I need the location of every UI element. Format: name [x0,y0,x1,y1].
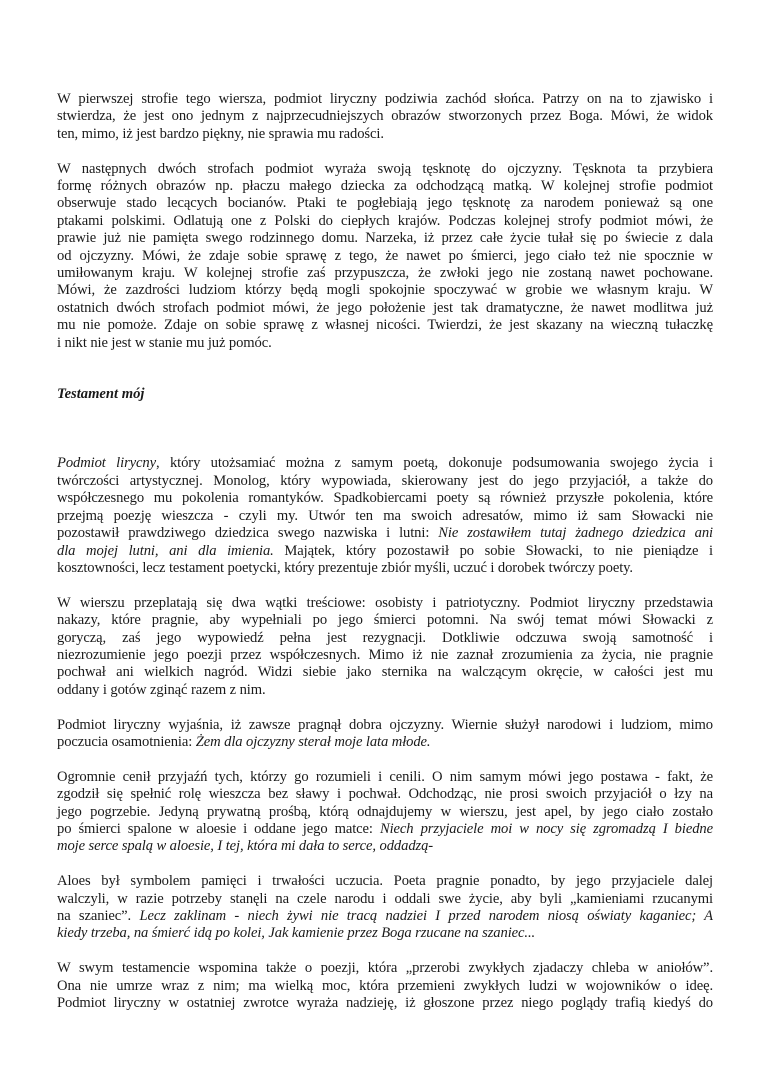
body-text: Aloes był symbolem pamięci i trwałości uczucia. Poeta pragnie ponadto, by jego przyjaciele dalej [57,873,713,890]
text-line [57,873,713,890]
body-text: Podmiot liryczny w ostatniej zwrotce wyraża nadzieję, iż głoszone przez niego poglądy trafią kiedyś do [57,995,713,1011]
body-text: prawie już nie pamięta swego rodzinnego domu. Narzeka, iż przez całe życie tułał się po świecie z dala [57,230,713,247]
italic-quote-text: Lecz zaklinam - niech żywi nie tracą nadziei I przed narodem niosą oświaty kaganiec; A [139,907,713,924]
text-line [57,282,713,299]
body-text: obserwuje stado lecących bocianów. Ptaki te pogłebiają jego tęsknotę za narodem ponieważ są one [57,195,713,212]
text-line [57,560,713,577]
text-line [57,734,713,751]
text-line [57,108,713,125]
text-line [57,838,713,855]
body-text: W wierszu przeplatają się dwa wątki treściowe: osobisty i patriotyczny. Podmiot liryczny przedstawia [57,594,713,611]
body-text: W pierwszej strofie tego wiersza, podmiot liryczny podziwia zachód słońca. Patrzy on na to zjawisko i [57,91,713,107]
text-line [57,525,713,542]
section-heading: Testament mój [57,386,145,403]
body-text: Majątek, który pozostawił po sobie Słowacki, to nie pieniądze i [273,542,713,559]
body-text: , który utożsamiać można z samym poetą, dokonuje podsumowania swojego życia i [156,455,713,472]
text-line [57,664,713,681]
paragraph [57,161,713,352]
text-line [57,317,713,334]
body-text: od ojczyzny. Mówi, że zdaje sobie sprawę z tego, że nawet po śmierci, jego ciało też nie spocznie w [57,247,713,264]
body-text: Ona nie umrze wraz z nim; ma wielką moc, która przemieni zwykłych ludzi w wojowników o ideę. [57,977,713,994]
body-text: Podmiot liryczny wyjaśnia, iż zawsze pragnął dobra ojczyzny. Wiernie służył narodowi i ludziom, mimo [57,716,713,733]
body-text: ten, mimo, iż jest bardzo piękny, nie sprawia mu radości. [57,125,384,142]
body-text: i nikt nie jest w stanie mu już pomóc. [57,334,272,351]
body-text: walczyli, w razie potrzeby stanęli na czele narodu i oddali swe życie, aby byli „kamieniami rzucanymi [57,890,713,907]
text-line [57,630,713,647]
italic-quote-text: Nie zostawiłem tutaj żadnego dziedzica ani [438,525,713,542]
body-text: nakazy, które pragnie, aby wypełniali po jego śmierci potomni. Na swój temat mówi Słowacki z [57,612,713,629]
text-line [57,178,713,195]
text-line [57,647,713,664]
paragraph [57,91,713,143]
text-line [57,543,713,560]
text-line [57,195,713,212]
text-line [57,508,713,525]
text-line [57,300,713,317]
text-line [57,682,713,699]
paragraph [57,455,713,577]
text-line [57,265,713,282]
text-line [57,786,713,803]
body-text: stwierdza, że jest ono jednym z najprzecudniejszych obrazów stworzonych przez Boga. Mówi, że widok [57,108,713,125]
body-text: goryczą, zaś jego wypowiedź pełna jest rezygnacji. Dotkliwie odczuwa swoją samotność i [57,629,713,646]
text-line [57,213,713,230]
body-text: poczucia osamotnienia: [57,733,196,750]
body-text: współczesnego mu pokolenia romantyków. Spadkobiercami poety są również przyszłe pokolenia, które [57,490,713,507]
text-line [57,230,713,247]
body-text: Mówi, że zazdrości ludziom którzy będą mogli spokojnie spoczywać w grobie we własnym kraju. W [57,282,713,299]
text-line [57,335,713,352]
text-line [57,978,713,995]
text-line [57,161,713,178]
body-text: pozostawił prawdziwego dziedzica swego nazwiska i lutni: [57,525,439,542]
text-line [57,891,713,908]
text-line [57,821,713,838]
text-line [57,248,713,265]
body-text: przejmą poezję wieszcza - czyli my. Utwór ten ma swoich adresatów, mimo iż sam Słowacki nie [57,507,713,524]
text-line [57,717,713,734]
body-text: ptakami polskimi. Odlatują one z Polski do ciepłych krajów. Podczas kolejnej strofy podmiot mówi, że [57,212,713,229]
paragraph [57,873,713,943]
body-text: niezrozumienie jego poezji przez współczesnych. Mimo iż nie zaznał zrozumienia za życia, nie pragnie [57,646,713,663]
body-text: Ogromnie cenił przyjaźń tych, którzy go rozumieli i cenili. O nim samym mówi jego postawa - fakt, że [57,768,713,785]
text-line [57,925,713,942]
italic-quote-text: dla mojej lutni, ani dla imienia. [57,542,274,559]
paragraph [57,717,713,752]
body-text: kosztowności, lecz testament poetycki, który prezentuje zbiór myśli, uczuć i dorobek twórczy poety. [57,559,633,576]
body-text: W następnych dwóch strofach podmiot wyraża swoją tęsknotę do ojczyzny. Tęsknota ta przybiera [57,160,713,177]
text-line [57,804,713,821]
text-line [57,995,713,1012]
text-line [57,960,713,977]
text-line [57,595,713,612]
body-text: formę różnych obrazów np. płaczu małego dziecka za odchodzącą matką. W kolejnej strofie podmiot [57,178,713,195]
document-body [57,91,713,1030]
italic-quote-text: moje serce spalą w aloesie, I tej, która mi dała to serce, oddadzą- [57,838,434,855]
body-text: po śmierci spalone w aloesie i oddane jego matce: [57,820,380,837]
text-line [57,612,713,629]
text-line [57,908,713,925]
text-line [57,473,713,490]
body-text: ostatnich dwóch strofach podmiot mówi, że jego położenie jest tak dramatyczne, że nawet modlitwa już [57,299,713,316]
body-text: oddany i gotów zginąć razem z nim. [57,681,266,698]
body-text: pochwał ani wielkich nagród. Widzi siebie jako sternika na walczącym okręcie, w całości jest mu [57,664,713,681]
body-text: umiłowanym kraju. W kolejnej strofie zaś przypuszcza, że zwłoki jego nie zostaną nawet pochowane. [57,265,713,282]
body-text: mu nie pomoże. Zdaje on sobie sprawę z własnej nicości. Twierdzi, że jest skazany na wieczną tułaczkę [57,317,713,334]
text-line [57,91,713,108]
paragraph [57,960,713,1012]
italic-quote-text: Podmiot lirycny [57,455,156,472]
body-text: twórczości artystycznej. Monolog, który wypowiada, skierowany jest do jego przyjaciół, a także do [57,472,713,489]
text-line [57,126,713,143]
body-text: W swym testamencie wspomina także o poezji, która „przerobi zwykłych zjadaczy chleba w aniołów”. [57,960,713,977]
italic-quote-text: Niech przyjaciele moi w nocy się zgromadzą I biedne [379,820,713,837]
italic-quote-text: Żem dla ojczyzny sterał moje lata młode. [195,733,431,750]
paragraph [57,769,713,856]
text-line [57,490,713,507]
body-text: jego pogrzebie. Jedyną prywatną prośbą, którą odnajdujemy w wierszu, jest apel, by jego ciało zostało [57,803,713,820]
text-line [57,455,713,472]
body-text: zgodził się spełnić rolę wieszcza bez sławy i pochwał. Odchodząc, nie prosi swoich przyjaciół o łzy na [57,786,713,803]
body-text: na szaniec”. [57,907,140,924]
text-line [57,769,713,786]
italic-quote-text: kiedy trzeba, na śmierć idą po kolei, Jak kamienie przez Boga rzucane na szaniec... [57,925,536,942]
paragraph [57,595,713,699]
